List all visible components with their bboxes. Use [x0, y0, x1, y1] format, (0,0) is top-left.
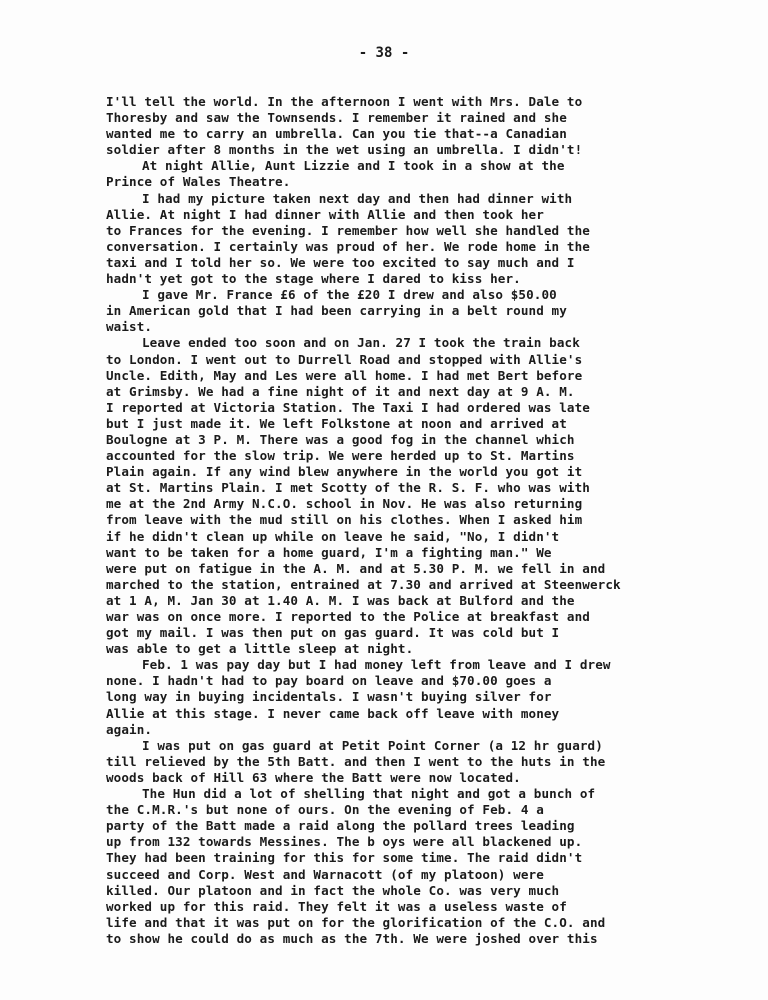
text-line: want to be taken for a home guard, I'm a fighting man." We: [106, 544, 552, 560]
text-line: conversation. I certainly was proud of her. We rode home in the: [106, 238, 590, 254]
text-line: killed. Our platoon and in fact the whole Co. was very much: [106, 882, 560, 898]
text-line: Thoresby and saw the Townsends. I remember it rained and she: [106, 110, 567, 126]
text-line: at 1 A, M. Jan 30 at 1.40 A. M. I was back at Bulford and the: [106, 592, 575, 608]
text-line: Allie at this stage. I never came back off leave with money: [106, 705, 560, 721]
text-line: I was put on gas guard at Petit Point Corner (a 12 hr guard): [142, 737, 603, 753]
text-line: Uncle. Edith, May and Les were all home. I had met Bert before: [106, 367, 583, 383]
text-line: to show he could do as much as the 7th. We were joshed over this: [106, 930, 598, 946]
text-line: at St. Martins Plain. I met Scotty of the R. S. F. who was with: [106, 480, 590, 496]
text-line: to London. I went out to Durrell Road and stopped with Allie's: [106, 351, 583, 367]
text-line: At night Allie, Aunt Lizzie and I took in a show at the: [142, 158, 565, 174]
text-line: Leave ended too soon and on Jan. 27 I took the train back: [142, 335, 580, 351]
text-line: Feb. 1 was pay day but I had money left from leave and I drew: [142, 657, 611, 673]
text-line: The Hun did a lot of shelling that night and got a bunch of: [142, 786, 596, 802]
text-line: at Grimsby. We had a fine night of it and next day at 9 A. M.: [106, 383, 575, 399]
text-line: to Frances for the evening. I remember how well she handled the: [106, 222, 590, 238]
text-line: worked up for this raid. They felt it was a useless waste of: [106, 898, 567, 914]
text-line: till relieved by the 5th Batt. and then I went to the huts in the: [106, 753, 606, 769]
text-line: war was on once more. I reported to the Police at breakfast and: [106, 609, 590, 624]
text-line: was able to get a little sleep at night.: [106, 641, 414, 657]
text-line: I'll tell the world. In the afternoon I went with Mrs. Dale to: [106, 94, 583, 109]
text-line: They had been training for this for some time. The raid didn't: [106, 850, 583, 866]
text-line: none. I hadn't had to pay board on leave and $70.00 goes a: [106, 673, 552, 689]
text-line: in American gold that I had been carrying in a belt round my: [106, 303, 567, 319]
text-line: the C.M.R.'s but none of ours. On the evening of Feb. 4 a: [106, 802, 544, 818]
text-line: accounted for the slow trip. We were herded up to St. Martins: [106, 448, 575, 464]
text-line: taxi and I told her so. We were too excited to say much and I: [106, 254, 575, 270]
text-line: Plain again. If any wind blew anywhere in the world you got it: [106, 464, 583, 480]
text-line: but I just made it. We left Folkstone at noon and arrived at: [106, 415, 567, 431]
text-line: were put on fatigue in the A. M. and at 5.30 P. M. we fell in and: [106, 560, 606, 576]
text-line: if he didn't clean up while on leave he said, "No, I didn't: [106, 528, 560, 544]
page-number: - 38 -: [358, 45, 410, 61]
text-line: I gave Mr. France £6 of the £20 I drew and also $50.00: [142, 287, 557, 303]
text-line: again.: [106, 721, 153, 737]
text-line: got my mail. I was then put on gas guard. It was cold but I: [106, 625, 560, 641]
text-line: I had my picture taken next day and then had dinner with: [142, 190, 573, 206]
text-line: party of the Batt made a raid along the pollard trees leading: [106, 818, 575, 834]
text-line: from leave with the mud still on his clothes. When I asked him: [106, 512, 583, 528]
text-line: succeed and Corp. West and Warnacott (of my platoon) were: [106, 866, 544, 882]
text-line: woods back of Hill 63 where the Batt were now located.: [106, 769, 521, 785]
text-line: up from 132 towards Messines. The b oys were all blackened up.: [106, 834, 583, 850]
text-line: Boulogne at 3 P. M. There was a good fog in the channel which: [106, 431, 575, 447]
text-line: marched to the station, entrained at 7.30 and arrived at Steenwerck: [106, 576, 621, 592]
text-line: waist.: [106, 319, 153, 335]
text-line: hadn't yet got to the stage where I dared to kiss her.: [106, 271, 521, 287]
text-line: long way in buying incidentals. I wasn't buying silver for: [106, 689, 552, 705]
text-line: wanted me to carry an umbrella. Can you tie that--a Canadian: [106, 126, 567, 142]
text-line: me at the 2nd Army N.C.O. school in Nov. He was also returning: [106, 496, 583, 512]
text-line: Prince of Wales Theatre.: [106, 174, 291, 190]
text-line: I reported at Victoria Station. The Taxi I had ordered was late: [106, 399, 590, 415]
text-line: Allie. At night I had dinner with Allie and then took her: [106, 206, 544, 222]
text-line: soldier after 8 months in the wet using an umbrella. I didn't!: [106, 142, 583, 158]
body-text: [106, 94, 706, 947]
text-line: life and that it was put on for the glorification of the C.O. and: [106, 914, 606, 930]
